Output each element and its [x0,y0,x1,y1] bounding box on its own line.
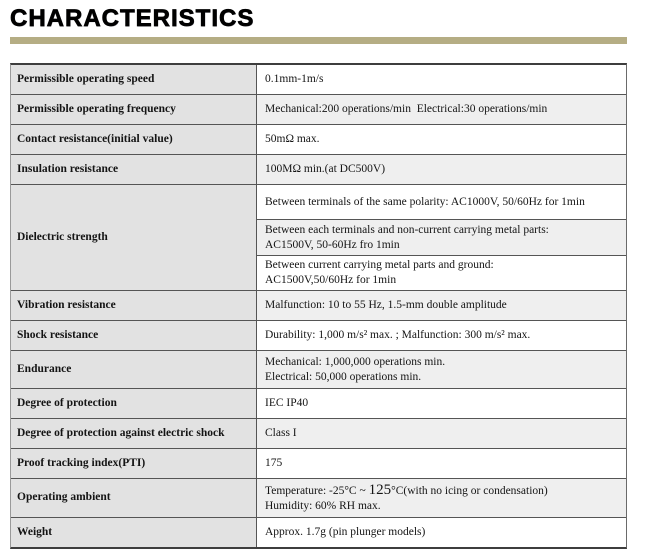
characteristics-table [10,63,627,549]
value-cell [257,479,626,517]
row-values [256,518,626,547]
row-label: Permissible operating frequency [11,95,256,124]
value-cell [257,321,626,350]
table-row [11,184,626,290]
row-values [256,449,626,478]
table-row [11,124,626,154]
value-line: Mechanical: 1,000,000 operations min. [265,356,446,368]
table-row [11,517,626,547]
row-values [256,95,626,124]
value-line: 50mΩ max. [265,133,320,146]
table-row [11,94,626,124]
row-values [256,185,626,290]
value-line: Humidity: 60% RH max. [265,499,381,512]
row-label: Degree of protection against electric shock [11,419,256,448]
temperature-max-value: 125 [368,482,392,498]
row-values [256,155,626,184]
value-cell [257,449,626,478]
table-row [11,388,626,418]
row-label: Insulation resistance [11,155,256,184]
row-label: Vibration resistance [11,291,256,320]
accent-divider-bar [10,37,627,44]
value-cell [257,351,626,388]
row-label: Proof tracking index(PTI) [11,449,256,478]
row-values [256,291,626,320]
row-values [256,321,626,350]
value-line: Malfunction: 10 to 55 Hz, 1.5-mm double amplitude [265,299,507,312]
value-cell [257,291,626,320]
value-line: Between current carrying metal parts and ground: [265,259,494,272]
row-label: Degree of protection [11,389,256,418]
table-row [11,65,626,94]
page-title: CHARACTERISTICS [10,5,255,32]
value-line: Mechanical:200 operations/min Electrical:30 operations/min [265,103,548,116]
value-cell [257,125,626,154]
row-label: Operating ambient [11,479,256,517]
value-line: IEC IP40 [265,397,309,410]
row-label: Shock resistance [11,321,256,350]
table-row [11,290,626,320]
row-label: Contact resistance(initial value) [11,125,256,154]
table-row [11,350,626,388]
value-cell [257,219,626,254]
value-line: AC1500V,50/60Hz for 1min [265,273,397,286]
temperature-suffix: °C(with no icing or condensation) [391,485,548,497]
value-line: Between each terminals and non-current carrying metal parts: [265,224,549,236]
row-label: Weight [11,518,256,547]
value-line: Electrical: 50,000 operations min. [265,370,422,383]
value-line: Approx. 1.7g (pin plunger models) [265,526,426,539]
value-cell [257,65,626,94]
value-line: Durability: 1,000 m/s² max. ; Malfunction: 300 m/s² max. [265,329,531,342]
row-label: Endurance [11,351,256,388]
table-row [11,320,626,350]
value-cell [257,185,626,219]
table-row [11,478,626,517]
row-label: Dielectric strength [11,185,256,290]
value-line: Class I [265,427,297,440]
value-cell [257,95,626,124]
value-cell [257,155,626,184]
row-values [256,419,626,448]
value-line: 175 [265,457,283,470]
row-values [256,125,626,154]
value-line [265,483,620,499]
value-line: Between terminals of the same polarity: AC1000V, 50/60Hz for 1min [265,195,585,208]
temperature-prefix: Temperature: -25°C ~ [265,485,369,497]
table-row [11,448,626,478]
row-values [256,65,626,94]
table-row [11,418,626,448]
value-line: AC1500V, 50-60Hz fro 1min [265,238,400,251]
row-values [256,479,626,517]
row-values [256,351,626,388]
value-cell [257,419,626,448]
value-line: 100MΩ min.(at DC500V) [265,163,386,176]
row-label: Permissible operating speed [11,65,256,94]
value-cell [257,518,626,547]
table-row [11,154,626,184]
value-cell [257,255,626,290]
value-cell [257,389,626,418]
row-values [256,389,626,418]
value-line: 0.1mm-1m/s [265,73,324,86]
